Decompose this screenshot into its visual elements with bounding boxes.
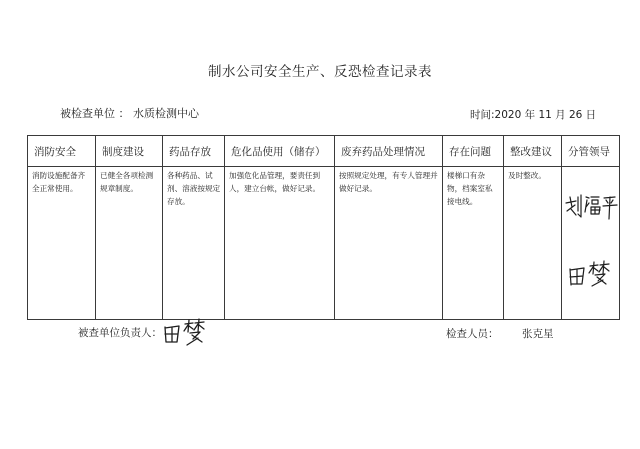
cell-leader-signature [562, 167, 620, 320]
cell-existing-problems: 楼梯口有杂物，档案室私接电线。 [443, 167, 504, 320]
cell-rectification: 及时整改。 [504, 167, 562, 320]
responsible-person-label: 被查单位负责人： [78, 327, 162, 339]
cell-fire-safety: 消防设施配备齐全正常使用。 [28, 167, 96, 320]
responsible-handwritten-signature [162, 318, 218, 348]
header-existing-problems: 存在问题 [443, 136, 504, 167]
inspected-unit-label: 被检查单位 ： [60, 107, 130, 120]
header-waste-disposal: 废弃药品处理情况 [335, 136, 443, 167]
inspection-record-table [27, 135, 620, 320]
inspected-unit-line [60, 105, 199, 121]
cell-drug-storage: 各种药品、试剂、溶液按规定存放。 [163, 167, 225, 320]
document-title: 制水公司安全生产、反恐检查记录表 [208, 64, 432, 80]
table-header-row [28, 136, 620, 167]
inspector-label: 检查人员： [446, 328, 499, 340]
header-drug-storage: 药品存放 [163, 136, 225, 167]
header-hazardous-chemicals: 危化品使用（储存） [225, 136, 335, 167]
table-row [28, 167, 620, 320]
header-fire-safety: 消防安全 [28, 136, 96, 167]
cell-waste-disposal: 按照规定处理，有专人管理并做好记录。 [335, 167, 443, 320]
time-value: 2020 年 11 月 26 日 [494, 109, 597, 121]
inspected-unit-value: 水质检测中心 [133, 107, 199, 120]
inspection-date-line [470, 107, 596, 122]
header-system-building: 制度建设 [96, 136, 163, 167]
cell-system-building: 已健全各项检测规章制度。 [96, 167, 163, 320]
leader-handwritten-signature [562, 167, 620, 317]
header-rectification: 整改建议 [504, 136, 562, 167]
time-label: 时间: [470, 109, 495, 121]
inspector-name: 张克星 [522, 328, 554, 340]
cell-hazardous-chemicals: 加强危化品管理，要责任到人，建立台帐，做好记录。 [225, 167, 335, 320]
header-leader: 分管领导 [562, 136, 620, 167]
